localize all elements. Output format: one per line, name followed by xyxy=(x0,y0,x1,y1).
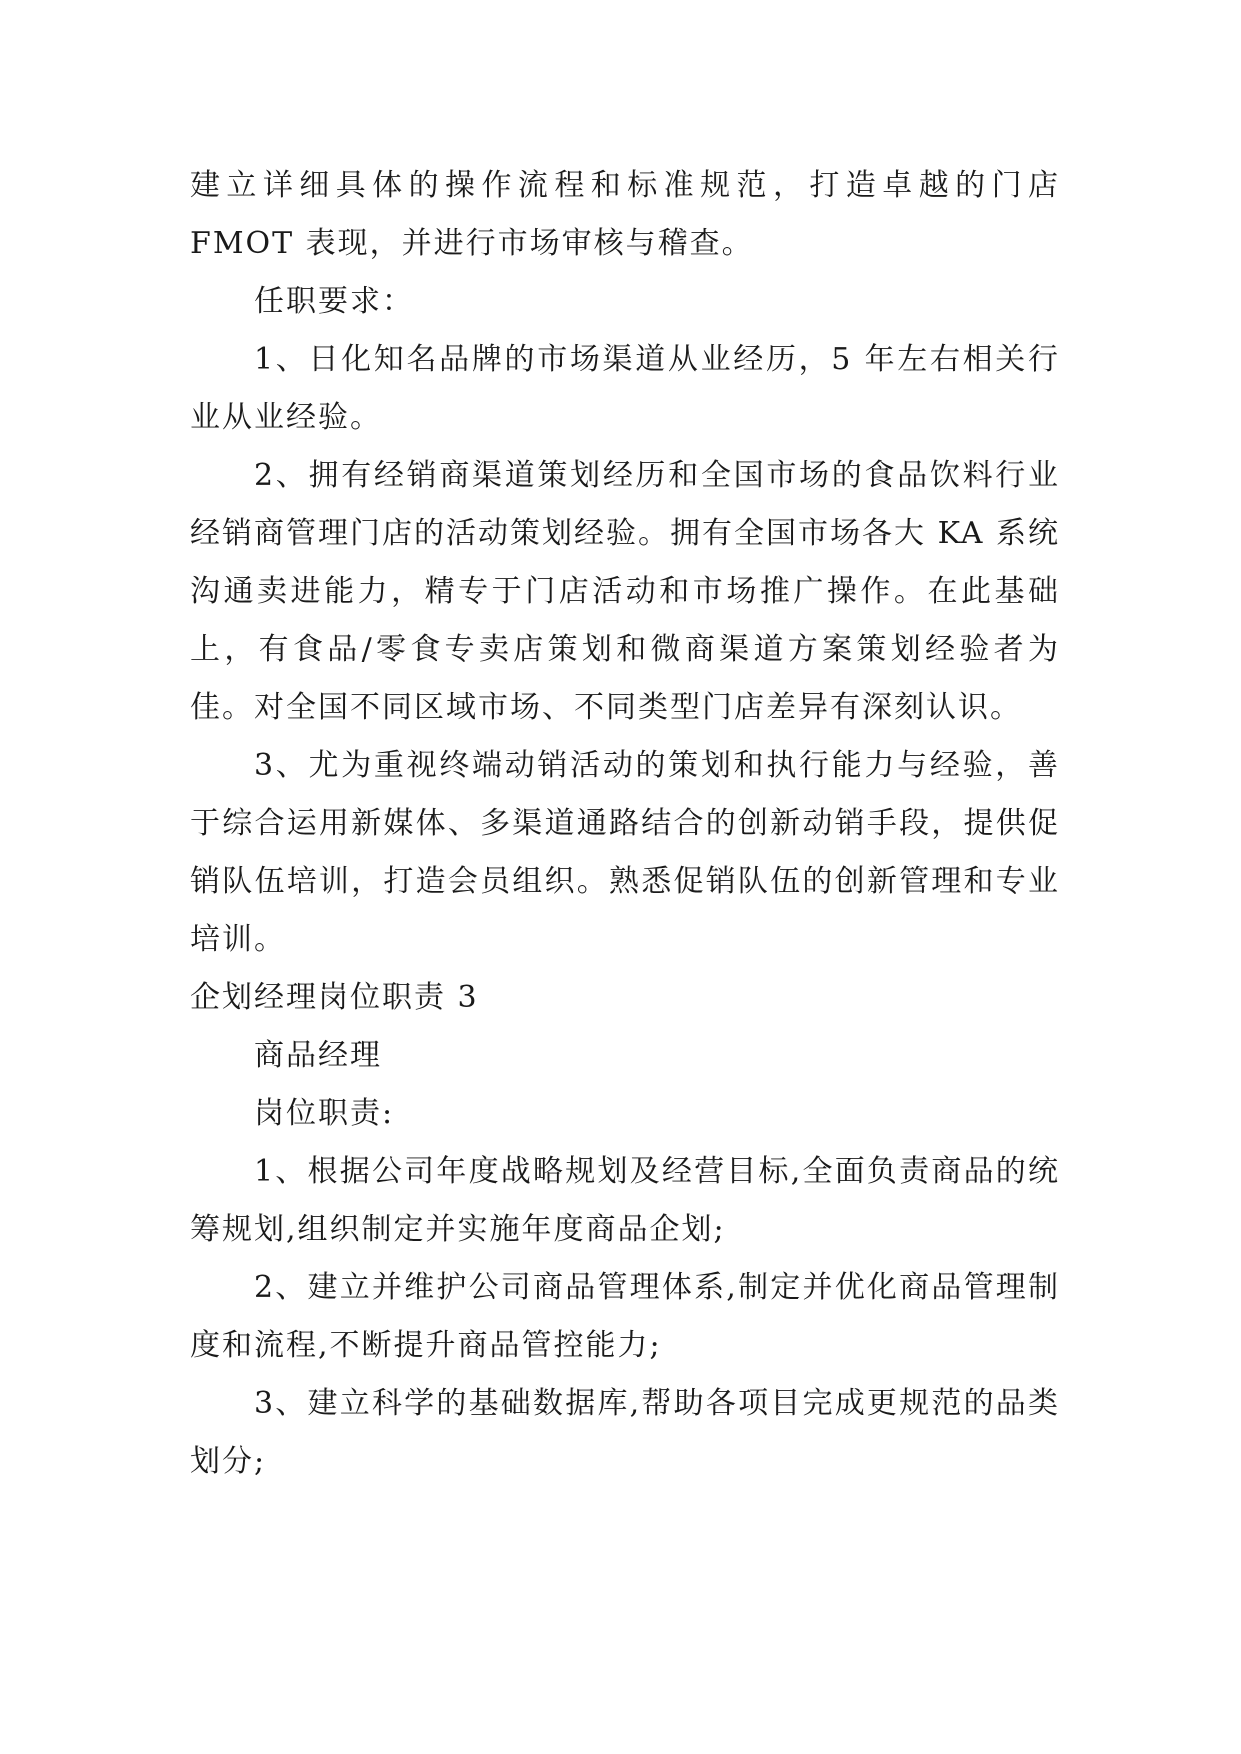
section-title: 企划经理岗位职责 3 xyxy=(190,980,479,1015)
document-body xyxy=(190,157,1060,1491)
responsibility-item-3: 3、建立科学的基础数据库,帮助各项目完成更规范的品类划分; xyxy=(190,1386,1060,1479)
responsibility-item-2: 2、建立并维护公司商品管理体系,制定并优化商品管理制度和流程,不断提升商品管控能力; xyxy=(190,1270,1060,1363)
position-title: 商品经理 xyxy=(254,1038,382,1073)
requirement-item-1: 1、日化知名品牌的市场渠道从业经历，5 年左右相关行业从业经验。 xyxy=(190,342,1060,435)
requirement-item-3: 3、尤为重视终端动销活动的策划和执行能力与经验，善于综合运用新媒体、多渠道通路结合的创新动销手段，提供促销队伍培训，打造会员组织。熟悉促销队伍的创新管理和专业培训。 xyxy=(190,748,1060,957)
heading-responsibilities: 岗位职责: xyxy=(254,1096,395,1131)
heading-job-requirements: 任职要求： xyxy=(254,284,414,319)
paragraph-fmot: 建立详细具体的操作流程和标准规范，打造卓越的门店 FMOT 表现，并进行市场审核与稽查。 xyxy=(190,168,1060,261)
responsibility-item-1: 1、根据公司年度战略规划及经营目标,全面负责商品的统筹规划,组织制定并实施年度商品企划; xyxy=(190,1154,1060,1247)
requirement-item-2: 2、拥有经销商渠道策划经历和全国市场的食品饮料行业经销商管理门店的活动策划经验。拥有全国市场各大 KA 系统沟通卖进能力，精专于门店活动和市场推广操作。在此基础上，有食品/零食专卖店策划和微商渠道方案策划经验者为佳。对全国不同区域市场、不同类型门店差异有深刻认识。 xyxy=(190,458,1060,725)
